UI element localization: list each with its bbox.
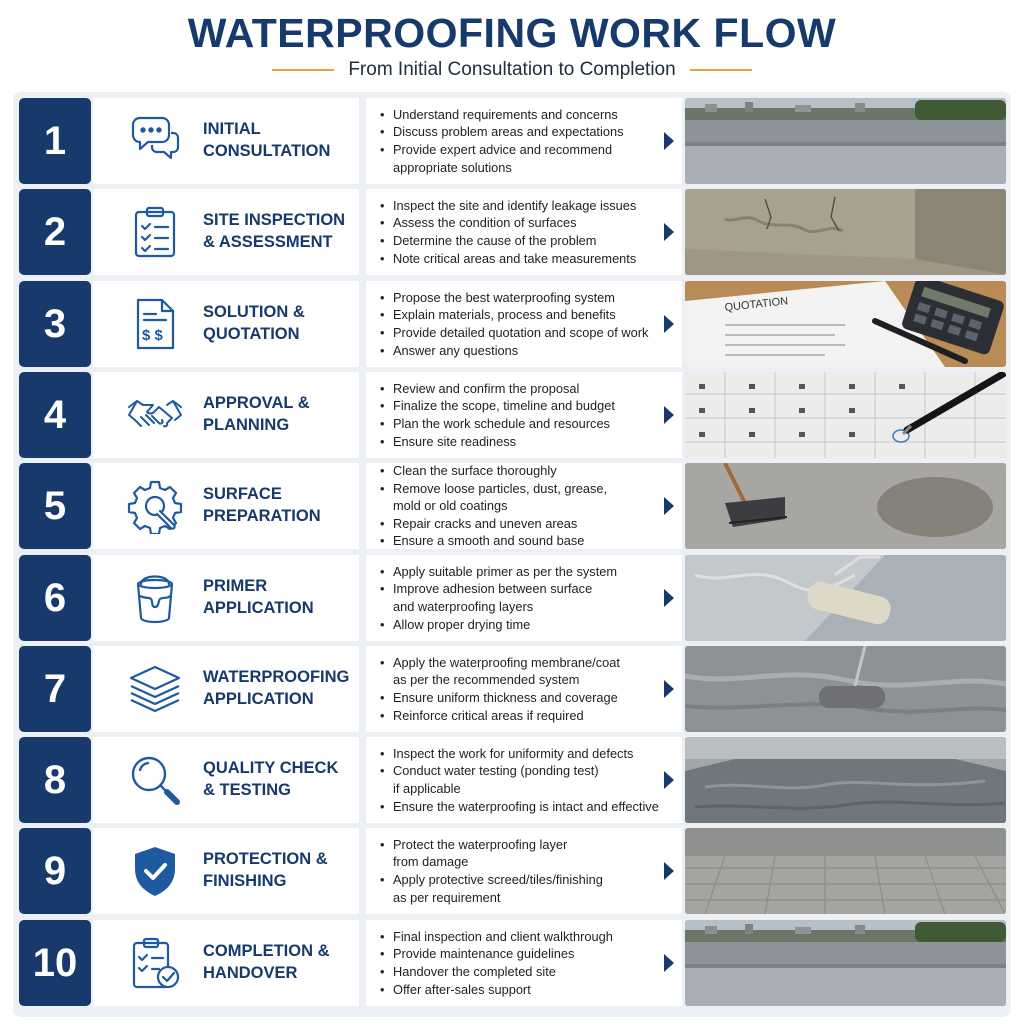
step-details-card	[366, 646, 682, 732]
step-detail-item: • Ensure uniform thickness and coverage	[380, 689, 620, 707]
step-title-card	[93, 555, 359, 641]
step-details-card	[366, 555, 682, 641]
quotation-document-icon	[121, 281, 189, 367]
clipboard-complete-icon	[121, 920, 189, 1006]
paint-bucket-icon	[121, 555, 189, 641]
shield-check-icon	[121, 828, 189, 914]
arrow-right-icon	[664, 223, 674, 241]
step-title: SOLUTION & QUOTATION	[203, 303, 305, 343]
step-row-7	[19, 646, 1007, 732]
step-title-card	[93, 463, 359, 549]
step-details-card	[366, 463, 682, 549]
step-detail-item: • Understand requirements and concerns	[380, 106, 623, 124]
step-number: 3	[19, 281, 91, 367]
step-detail-item: • Offer after-sales support	[380, 981, 613, 999]
page-title: WATERPROOFING WORK FLOW	[187, 10, 837, 56]
chat-bubbles-icon	[121, 98, 189, 184]
step-detail-item: • Apply the waterproofing membrane/coat as per the recommended system	[380, 654, 620, 689]
step-title-card	[93, 646, 359, 732]
step-photo	[685, 372, 1006, 458]
step-details-list	[366, 654, 620, 724]
step-detail-item: • Propose the best waterproofing system	[380, 289, 648, 307]
arrow-right-icon	[664, 954, 674, 972]
step-number: 4	[19, 372, 91, 458]
step-details-list	[366, 836, 603, 906]
step-photo	[685, 281, 1006, 367]
step-details-card	[366, 828, 682, 914]
step-detail-item: • Improve adhesion between surface and waterproofing layers	[380, 580, 617, 615]
step-number: 8	[19, 737, 91, 823]
step-detail-item: • Plan the work schedule and resources	[380, 415, 615, 433]
step-details-card	[366, 98, 682, 184]
step-number: 6	[19, 555, 91, 641]
step-title: PRIMER APPLICATION	[203, 577, 314, 617]
step-title: APPROVAL & PLANNING	[203, 394, 310, 434]
step-detail-item: • Determine the cause of the problem	[380, 232, 636, 250]
arrow-right-icon	[664, 497, 674, 515]
step-detail-item: • Handover the completed site	[380, 963, 613, 981]
arrow-right-icon	[664, 406, 674, 424]
step-details-card	[366, 372, 682, 458]
step-detail-item: • Inspect the work for uniformity and defects	[380, 745, 659, 763]
step-photo	[685, 737, 1006, 823]
layers-icon	[121, 646, 189, 732]
svg-text:$ $: $ $	[142, 327, 163, 344]
arrow-right-icon	[664, 680, 674, 698]
step-details-list	[366, 380, 615, 450]
step-title: COMPLETION & HANDOVER	[203, 942, 330, 982]
magnifier-icon	[121, 737, 189, 823]
step-details-list	[366, 462, 607, 550]
arrow-right-icon	[664, 862, 674, 880]
subtitle-row	[0, 58, 1024, 82]
step-number: 5	[19, 463, 91, 549]
step-photo	[685, 828, 1006, 914]
step-title: SURFACE PREPARATION	[203, 485, 321, 525]
step-detail-item: • Final inspection and client walkthrough	[380, 928, 613, 946]
step-details-list	[366, 106, 623, 176]
step-title-card	[93, 281, 359, 367]
step-row-2	[19, 189, 1007, 275]
step-row-4	[19, 372, 1007, 458]
step-details-list	[366, 745, 659, 815]
step-number: 2	[19, 189, 91, 275]
arrow-right-icon	[664, 132, 674, 150]
step-title-card	[93, 189, 359, 275]
step-details-list	[366, 563, 617, 633]
step-row-9	[19, 828, 1007, 914]
step-detail-item: • Note critical areas and take measurements	[380, 250, 636, 268]
step-detail-item: • Provide expert advice and recommend appropriate solutions	[380, 141, 623, 176]
step-detail-item: • Apply protective screed/tiles/finishing as per requirement	[380, 871, 603, 906]
gear-wrench-icon	[121, 463, 189, 549]
step-detail-item: • Remove loose particles, dust, grease, mold or old coatings	[380, 480, 607, 515]
step-title: INITIAL CONSULTATION	[203, 120, 331, 160]
step-detail-item: • Apply suitable primer as per the system	[380, 563, 617, 581]
step-title: SITE INSPECTION & ASSESSMENT	[203, 211, 346, 251]
step-number: 7	[19, 646, 91, 732]
step-detail-item: • Review and confirm the proposal	[380, 380, 615, 398]
step-detail-item: • Provide detailed quotation and scope of work	[380, 324, 648, 342]
step-detail-item: • Reinforce critical areas if required	[380, 707, 620, 725]
step-details-card	[366, 189, 682, 275]
step-row-5	[19, 463, 1007, 549]
step-title: PROTECTION & FINISHING	[203, 850, 328, 890]
subtitle-rule-left	[272, 69, 334, 71]
clipboard-checklist-icon	[121, 189, 189, 275]
step-title: WATERPROOFING APPLICATION	[203, 668, 350, 708]
step-photo	[685, 920, 1006, 1006]
step-detail-item: • Finalize the scope, timeline and budget	[380, 397, 615, 415]
step-row-6	[19, 555, 1007, 641]
step-detail-item: • Ensure site readiness	[380, 433, 615, 451]
step-title-card	[93, 98, 359, 184]
step-title: QUALITY CHECK & TESTING	[203, 759, 339, 799]
step-row-10	[19, 920, 1007, 1006]
step-detail-item: • Repair cracks and uneven areas	[380, 515, 607, 533]
step-details-card	[366, 737, 682, 823]
step-detail-item: • Allow proper drying time	[380, 616, 617, 634]
step-detail-item: • Discuss problem areas and expectations	[380, 123, 623, 141]
step-details-list	[366, 289, 648, 359]
step-photo	[685, 463, 1006, 549]
step-detail-item: • Provide maintenance guidelines	[380, 945, 613, 963]
step-photo	[685, 189, 1006, 275]
step-title-card	[93, 920, 359, 1006]
page-subtitle: From Initial Consultation to Completion	[348, 59, 676, 80]
step-detail-item: • Explain materials, process and benefits	[380, 306, 648, 324]
step-detail-item: • Assess the condition of surfaces	[380, 214, 636, 232]
quotation-photo-label: QUOTATION	[724, 295, 789, 314]
step-detail-item: • Conduct water testing (ponding test) if applicable	[380, 762, 659, 797]
step-photo	[685, 98, 1006, 184]
step-row-8	[19, 737, 1007, 823]
step-title-card	[93, 372, 359, 458]
step-photo	[685, 555, 1006, 641]
step-title-card	[93, 737, 359, 823]
step-details-list	[366, 197, 636, 267]
header	[0, 0, 1024, 92]
step-detail-item: • Clean the surface thoroughly	[380, 462, 607, 480]
step-row-1	[19, 98, 1007, 184]
step-number: 1	[19, 98, 91, 184]
subtitle-rule-right	[690, 69, 752, 71]
step-title-card	[93, 828, 359, 914]
arrow-right-icon	[664, 589, 674, 607]
step-details-list	[366, 928, 613, 998]
arrow-right-icon	[664, 315, 674, 333]
arrow-right-icon	[664, 771, 674, 789]
step-number: 10	[19, 920, 91, 1006]
step-detail-item: • Protect the waterproofing layer from damage	[380, 836, 603, 871]
step-detail-item: • Ensure the waterproofing is intact and effective	[380, 798, 659, 816]
step-details-card	[366, 281, 682, 367]
step-details-card	[366, 920, 682, 1006]
step-number: 9	[19, 828, 91, 914]
step-detail-item: • Answer any questions	[380, 342, 648, 360]
step-photo	[685, 646, 1006, 732]
handshake-icon	[121, 372, 189, 458]
step-detail-item: • Inspect the site and identify leakage issues	[380, 197, 636, 215]
step-detail-item: • Ensure a smooth and sound base	[380, 532, 607, 550]
step-row-3	[19, 281, 1007, 367]
